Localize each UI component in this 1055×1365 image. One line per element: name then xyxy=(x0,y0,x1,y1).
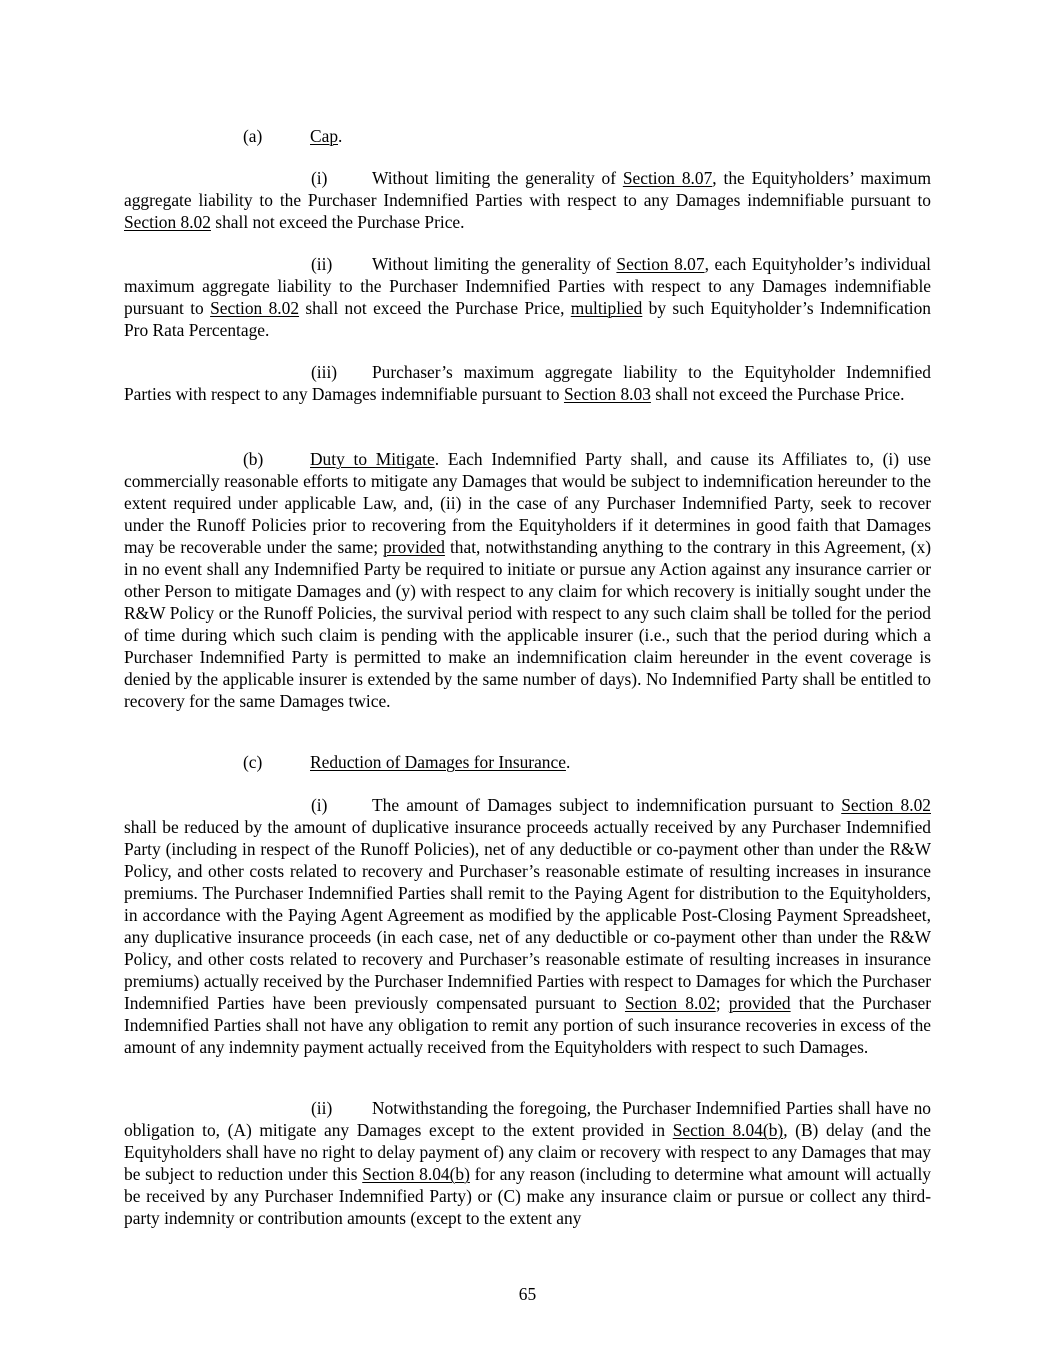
section-a-heading: (a) Cap. xyxy=(243,126,343,146)
section-ref-link[interactable]: Section 8.02 xyxy=(210,298,300,318)
paragraph-a-i-label: (i) xyxy=(311,168,328,188)
section-a-label: (a) xyxy=(243,126,263,146)
section-a-title: Cap xyxy=(310,126,339,146)
section-ref-link[interactable]: Section 8.07 xyxy=(616,254,705,274)
paragraph-c-ii-label: (ii) xyxy=(311,1098,333,1118)
multiplied-term: multiplied xyxy=(570,298,643,318)
paragraph-c-i: (i) The amount of Damages subject to indemnification pursuant to Section 8.02 shall be reduced by the amount of duplicative insurance proceeds actually received by any Purchaser Indemnified Party (including in respect of the Runoff Policies), net of any deductible or co-payment other than under the R&W Policy, and other costs related to recovery and Purchaser’s reasonable estimate of resulting increases in insurance premiums. The Purchaser Indemnified Parties shall remit to the Paying Agent for distribution to the Equityholders, in accordance with the Paying Agent Agreement as modified by the applicable Post-Closing Payment Spreadsheet, any duplicative insurance proceeds (in each case, net of any deductible or co-payment other than under the R&W Policy, and other costs related to recovery and Purchaser’s reasonable estimate of resulting increases in insurance premiums) actually received by the Purchaser Indemnified Parties with respect to Damages for which the Purchaser Indemnified Parties have been previously compensated pursuant to Section 8.02; provided that the Purchaser Indemnified Parties shall not have any obligation to remit any portion of such insurance recoveries in excess of the amount of any indemnity payment actually received from the Equityholders with respect to such Damages. xyxy=(124,795,931,1057)
section-ref-link[interactable]: Section 8.02 xyxy=(841,795,931,815)
paragraph-c-ii: (ii) Notwithstanding the foregoing, the Purchaser Indemnified Parties shall have no obligation to, (A) mitigate any Damages except to the extent provided in Section 8.04(b), (B) delay (and the Equityholders shall have no right to delay payment of) any claim or recovery with respect to any Damages that may be subject to reduction under this Section 8.04(b) for any reason (including to determine what amount will actually be received by any Purchaser Indemnified Party) or (C) make any insurance claim or pursue or collect any third-party indemnity or contribution amounts (except to the extent any xyxy=(124,1098,931,1228)
paragraph-a-ii: (ii) Without limiting the generality of Section 8.07, each Equityholder’s individual maximum aggregate liability to the Purchaser Indemnified Parties with respect to any Damages indemnifiable pursuant to Section 8.02 shall not exceed the Purchase Price, multiplied by such Equityholder’s Indemnification Pro Rata Percentage. xyxy=(124,254,932,340)
paragraph-c-i-label: (i) xyxy=(311,795,328,815)
section-c-label: (c) xyxy=(243,752,263,772)
section-ref-link[interactable]: Section 8.04(b) xyxy=(362,1164,470,1184)
section-c-heading: (c) Reduction of Damages for Insurance. xyxy=(243,752,571,772)
paragraph-a-i: (i) Without limiting the generality of Section 8.07, the Equityholders’ maximum aggregate liability to the Purchaser Indemnified Parties with respect to any Damages indemnifiable pursuant to Section 8.02 shall not exceed the Purchase Price. xyxy=(124,168,932,232)
paragraph-a-iii-label: (iii) xyxy=(311,362,338,382)
section-c-title: Reduction of Damages for Insurance xyxy=(310,752,566,772)
provided-term: provided xyxy=(728,993,791,1013)
section-ref-link[interactable]: Section 8.02 xyxy=(624,993,716,1013)
section-ref-link[interactable]: Section 8.02 xyxy=(124,212,211,232)
section-ref-link[interactable]: Section 8.03 xyxy=(563,384,651,404)
section-ref-link[interactable]: Section 8.07 xyxy=(622,168,713,188)
page-number: 65 xyxy=(518,1284,537,1304)
section-ref-link[interactable]: Section 8.04(b) xyxy=(672,1120,784,1140)
paragraph-a-iii: (iii) Purchaser’s maximum aggregate liability to the Equityholder Indemnified Parties with respect to any Damages indemnifiable pursuant to Section 8.03 shall not exceed the Purchase Price. xyxy=(124,362,931,404)
section-b-label: (b) xyxy=(243,449,264,469)
section-b-title: Duty to Mitigate xyxy=(310,449,435,469)
provided-term: provided xyxy=(383,537,445,557)
paragraph-b: (b) Duty to Mitigate. Each Indemnified Party shall, and cause its Affiliates to, (i) use commercially reasonable efforts to mitigate any Damages that would be subject to indemnification hereunder to the extent required under applicable Law, and, (ii) in the case of any Purchaser Indemnified Party, seek to recover under the Runoff Policies prior to recovering from the Equityholders if it determines in good faith that Damages may be recoverable under the same; provided that, notwithstanding anything to the contrary in this Agreement, (x) in no event shall any Indemnified Party be required to initiate or pursue any Action against any insurance carrier or other Person to mitigate Damages and (y) with respect to any claim for which recovery is initially sought under the R&W Policy or the Runoff Policies, the survival period with respect to any such claim shall be tolled for the period of time during which such claim is pending with the applicable insurer (i.e., such that the period during which a Purchaser Indemnified Party is permitted to make an indemnification claim hereunder in the event coverage is denied by the applicable insurer is extended by the same number of days). No Indemnified Party shall be entitled to recovery for the same Damages twice. xyxy=(124,449,931,711)
paragraph-a-ii-label: (ii) xyxy=(311,254,333,274)
